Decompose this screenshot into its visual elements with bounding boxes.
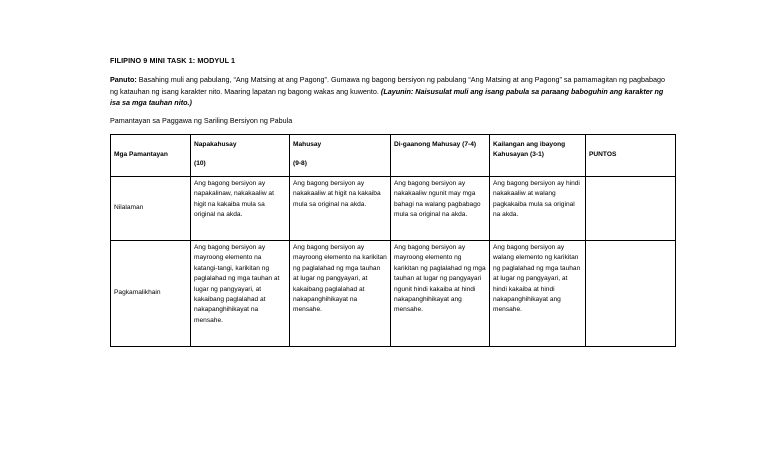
page-title: FILIPINO 9 MINI TASK 1: MODYUL 1: [110, 56, 236, 65]
criterion-cell: [111, 177, 191, 241]
table-row: [111, 241, 676, 347]
cell-text: Ang bagong bersiyon ay walang elemento ng karikitan ng paglalahad ng mga tauhan at lugar ng pangyayari, at hindi kakaiba at hindi nakapanghihikayat ang mensahe.: [493, 244, 581, 314]
table-row: [111, 177, 676, 241]
table-cell: [290, 177, 391, 241]
criterion-label: Nilalaman: [114, 204, 144, 212]
table-cell: [191, 241, 290, 347]
header-score: (9-8): [293, 160, 307, 168]
header-cell-criteria: [111, 135, 191, 177]
cell-text: Ang bagong bersiyon ay mayroong elemento na karikitan ng paglalahad ng mga tauhan at lugar ng pangyayari, at kakaibang paglalahad at nakapanghihikayat na mensahe.: [293, 244, 387, 314]
header-label: Mga Pamantayan: [114, 151, 168, 159]
rubric-table: [110, 134, 676, 347]
table-cell: [391, 177, 490, 241]
header-cell-kailangan: [490, 135, 586, 177]
cell-text: Ang bagong bersiyon ay hindi nakakaaliw at walang pagkakaiba mula sa original na akda.: [493, 180, 580, 219]
instructions-goal: (Layunin: Naisusulat muli ang isang pabula sa paraang baboguhin ang karakter ng isa sa mga tauhan nito.): [110, 86, 664, 107]
table-header-row: [111, 135, 676, 177]
header-score: (10): [194, 160, 206, 168]
cell-text: Ang bagong bersiyon ay mayroong elemento ng karikitan ng paglalahad ng mga tauhan at lugar ng pangyayari ngunit hindi kakaiba at hindi nakapanghihikayat ang mensahe.: [394, 244, 486, 314]
header-label: Napakahusay: [194, 141, 237, 148]
table-cell: [490, 177, 586, 241]
table-cell: [391, 241, 490, 347]
rubric-title: Pamantayan sa Paggawa ng Sariling Bersiyon ng Pabula: [110, 116, 293, 125]
criterion-label: Pagkamalikhain: [114, 289, 161, 297]
header-cell-di-gaanong-mahusay: [391, 135, 490, 177]
cell-text: Ang bagong bersiyon ay mayroong elemento na katangi-tangi, karikitan ng paglalahad ng mga tauhan at lugar ng pangyayari, at kakaibang paglalahad at nakapanghihikayat na mensahe.: [194, 244, 280, 324]
header-label: Kailangan ang ibayong Kahusayan (3-1): [493, 141, 566, 159]
header-cell-napakahusay: [191, 135, 290, 177]
table-cell: [191, 177, 290, 241]
header-label: PUNTOS: [589, 151, 617, 159]
cell-text: Ang bagong bersiyon ay nakakaaliw ngunit may mga bahagi na walang pagbabago mula sa original na akda.: [394, 180, 481, 219]
header-label: Mahusay: [293, 141, 322, 148]
score-cell: [586, 241, 676, 347]
table-cell: [290, 241, 391, 347]
header-cell-puntos: [586, 135, 676, 177]
table-cell: [490, 241, 586, 347]
criterion-cell: [111, 241, 191, 347]
score-cell: [586, 177, 676, 241]
instructions-label: Panuto:: [110, 75, 137, 84]
instructions-text: Basahing muli ang pabulang, “Ang Matsing at ang Pagong”. Gumawa ng bagong bersiyon ng pabulang “Ang Matsing at ang Pagong” sa pamamagitan ng pagbabago ng katauhan ng isang karakter nito. Maaring lapatan ng bagong wakas ang kuwento.: [110, 75, 665, 96]
cell-text: Ang bagong bersiyon ay napakalinaw, nakakaaliw at higit na kakaiba mula sa original na akda.: [194, 180, 274, 219]
header-cell-mahusay: [290, 135, 391, 177]
header-label: Di-gaanong Mahusay (7-4): [394, 141, 477, 148]
cell-text: Ang bagong bersiyon ay nakakaaliw at higit na kakaiba mula sa original na akda.: [293, 180, 381, 208]
instructions: [110, 74, 670, 109]
